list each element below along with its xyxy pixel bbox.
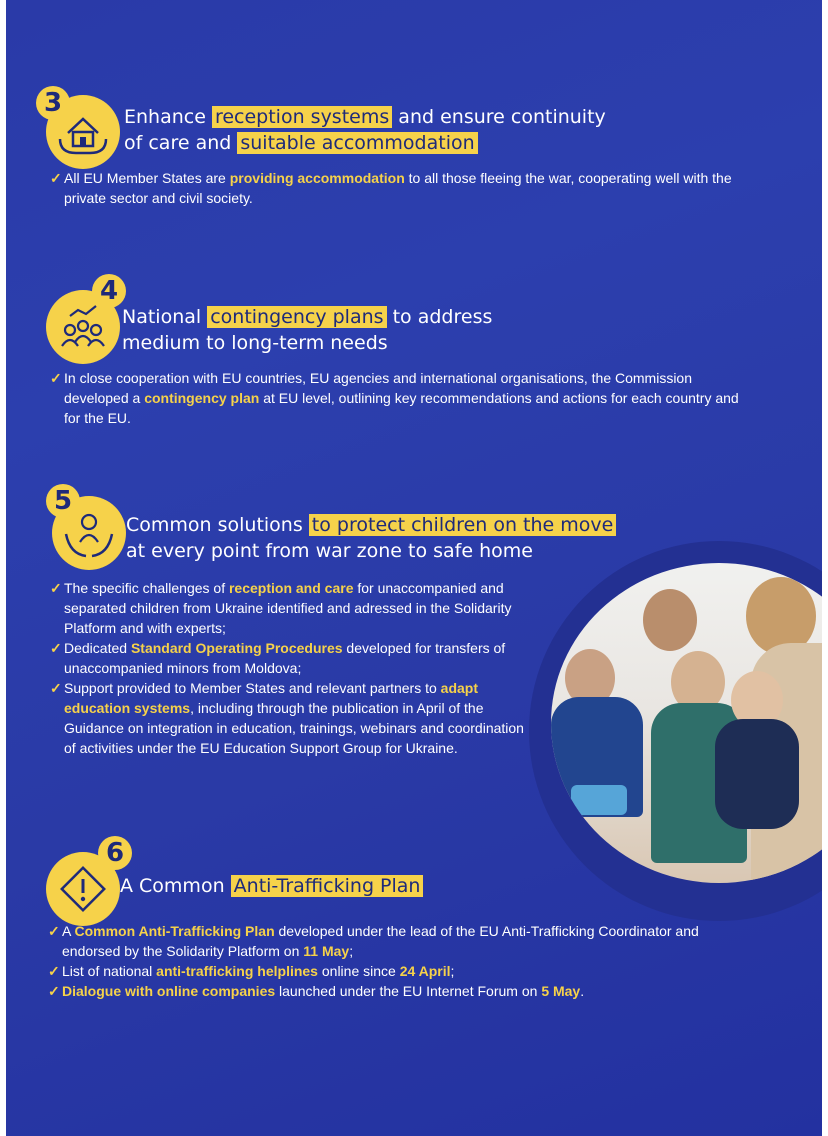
bullet-item <box>48 921 748 961</box>
checkmark-icon: ✓ <box>48 923 60 939</box>
heading-text: and ensure continuity <box>392 106 606 128</box>
section-body <box>50 168 740 208</box>
bullet-item <box>50 638 530 678</box>
section-number: 3 <box>36 86 70 120</box>
bullet-emphasis: adapt education systems <box>64 680 478 716</box>
bullet-text: A <box>62 923 75 939</box>
bullet-text: at EU level, outlining key recommendations and actions for each country and for the EU. <box>64 390 739 426</box>
bullet-emphasis: providing accommodation <box>229 170 405 186</box>
heading-highlight: to protect children on the move <box>309 514 617 536</box>
bullet-text: Dedicated <box>64 640 131 656</box>
bullet-emphasis: 5 May <box>541 983 581 999</box>
bullet-text: for unaccompanied and separated children from Ukraine identified and adressed in the Solidarity Platform and with experts; <box>64 580 512 636</box>
section-body <box>48 921 748 1001</box>
section-heading <box>120 873 640 899</box>
bullet-emphasis: Dialogue with online companies <box>62 983 276 999</box>
section-body <box>50 368 740 428</box>
section-heading <box>124 104 644 156</box>
bullet-emphasis: Standard Operating Procedures <box>130 640 343 656</box>
checkmark-icon: ✓ <box>50 680 62 696</box>
infographic-panel <box>6 0 822 1136</box>
heading-text: of care and <box>124 132 238 154</box>
heading-text: at every point from war zone to safe home <box>126 540 533 562</box>
bullet-emphasis: Common Anti-Trafficking Plan <box>74 923 275 939</box>
heading-highlight: contingency plans <box>207 306 386 328</box>
section-number: 5 <box>46 484 80 518</box>
checkmark-icon: ✓ <box>48 983 60 999</box>
bullet-list <box>50 368 740 428</box>
bullet-item <box>48 961 748 981</box>
bullet-text: developed for transfers of unaccompanied minors from Moldova; <box>64 640 506 676</box>
heading-text: to address <box>386 306 493 328</box>
bullet-list <box>48 921 748 1001</box>
bullet-text: , including through the publication in April of the Guidance on integration in education, trainings, webinars and coordination of activities under the EU Education Support Group for Ukraine. <box>64 700 524 756</box>
bullet-item <box>50 678 530 758</box>
page-edge <box>822 0 828 1136</box>
section-body <box>50 578 530 758</box>
bullet-emphasis: 11 May <box>303 943 350 959</box>
section-heading <box>122 304 642 356</box>
bullet-text: online since <box>317 963 400 979</box>
bullet-text: ; <box>349 943 354 959</box>
bullet-text: Support provided to Member States and relevant partners to <box>64 680 441 696</box>
bullet-text: ; <box>450 963 455 979</box>
heading-text: medium to long-term needs <box>122 332 388 354</box>
checkmark-icon: ✓ <box>50 370 62 386</box>
heading-text: Enhance <box>124 106 212 128</box>
bullet-list <box>50 168 740 208</box>
heading-text: Common solutions <box>126 514 309 536</box>
checkmark-icon: ✓ <box>50 640 62 656</box>
heading-text: National <box>122 306 208 328</box>
bullet-item <box>50 578 530 638</box>
bullet-text: In close cooperation with EU countries, EU agencies and international organisations, the Commission developed a <box>64 370 693 406</box>
heading-text: A Common <box>120 875 231 897</box>
bullet-text: to all those fleeing the war, cooperating well with the private sector and civil society. <box>64 170 732 206</box>
checkmark-icon: ✓ <box>50 170 62 186</box>
bullet-text: The specific challenges of <box>64 580 229 596</box>
section-number: 4 <box>92 274 126 308</box>
bullet-text: launched under the EU Internet Forum on <box>275 983 542 999</box>
heading-highlight: suitable accommodation <box>237 132 477 154</box>
bullet-emphasis: reception and care <box>228 580 354 596</box>
checkmark-icon: ✓ <box>50 580 62 596</box>
heading-highlight: Anti-Trafficking Plan <box>231 875 424 897</box>
bullet-emphasis: anti-trafficking helplines <box>156 963 318 979</box>
bullet-item <box>50 168 740 208</box>
checkmark-icon: ✓ <box>48 963 60 979</box>
bullet-list <box>50 578 530 758</box>
section-number: 6 <box>98 836 132 870</box>
bullet-text: developed under the lead of the EU Anti-Trafficking Coordinator and endorsed by the Solidarity Platform on <box>62 923 699 959</box>
section-heading <box>126 512 626 564</box>
bullet-text: . <box>580 983 585 999</box>
heading-highlight: reception systems <box>212 106 392 128</box>
bullet-item <box>50 368 740 428</box>
bullet-text: All EU Member States are <box>64 170 230 186</box>
bullet-emphasis: contingency plan <box>144 390 260 406</box>
bullet-item <box>48 981 748 1001</box>
bullet-emphasis: 24 April <box>399 963 451 979</box>
bullet-text: List of national <box>62 963 157 979</box>
